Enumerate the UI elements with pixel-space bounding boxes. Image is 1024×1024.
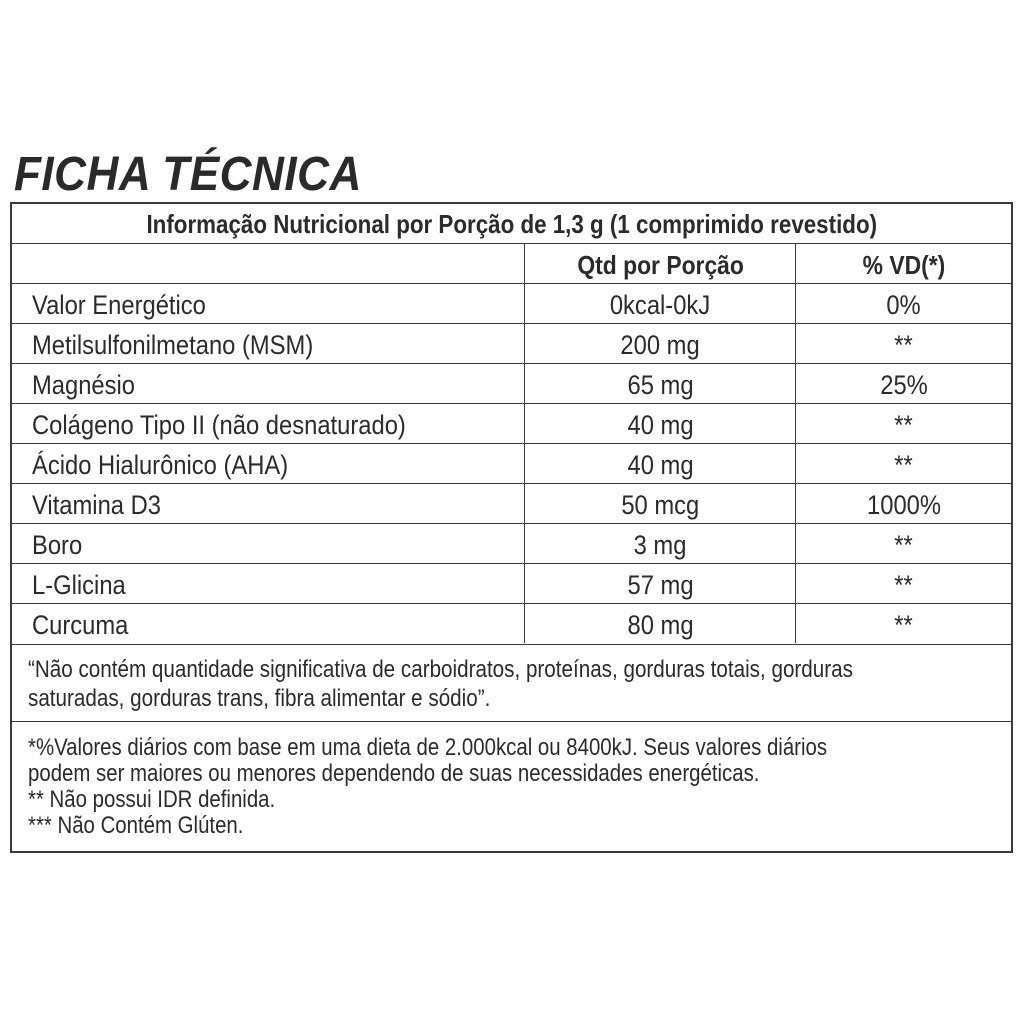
nutrient-name: Ácido Hialurônico (AHA): [32, 450, 289, 480]
nutrient-grid: [12, 244, 1011, 645]
table-row: [12, 324, 1011, 364]
nutrient-qty: 80 mg: [627, 610, 694, 640]
footnote-gluten-free: *** Não Contém Glúten.: [28, 812, 244, 839]
nutrient-qty: 57 mg: [627, 570, 694, 600]
column-header-name: [32, 244, 522, 284]
table-row: [12, 364, 1011, 404]
nutrient-vd: **: [894, 330, 914, 360]
footnote-daily-values: *%Valores diários com base em uma dieta de 2.000kcal ou 8400kJ. Seus valores diários: [28, 734, 828, 761]
table-row: [12, 284, 1011, 324]
nutrient-qty: 0kcal-0kJ: [610, 290, 711, 320]
table-row: [12, 524, 1011, 564]
nutrient-name: L-Glicina: [32, 570, 126, 600]
nutrient-name: Colágeno Tipo II (não desnaturado): [32, 410, 406, 440]
table-row: [12, 564, 1011, 604]
disclaimer-box: [12, 645, 1011, 722]
nutrient-qty: 40 mg: [627, 410, 694, 440]
nutrient-vd: **: [894, 610, 914, 640]
footnote-no-idr: ** Não possui IDR definida.: [28, 786, 276, 813]
footnote-daily-values-cont: podem ser maiores ou menores dependendo de suas necessidades energéticas.: [28, 760, 760, 787]
nutrient-vd: 1000%: [866, 490, 941, 520]
nutrient-qty: 65 mg: [627, 370, 694, 400]
footnotes-box: [12, 722, 1011, 851]
nutrient-vd: 25%: [880, 370, 928, 400]
nutrient-vd: **: [894, 450, 914, 480]
nutrient-vd: **: [894, 530, 914, 560]
footnotes: [28, 735, 989, 839]
nutrient-name: Metilsulfonilmetano (MSM): [32, 330, 314, 360]
table-row: [12, 404, 1011, 444]
table-row: [12, 444, 1011, 484]
nutrient-name: Boro: [32, 530, 83, 560]
nutrition-facts-table: [10, 202, 1013, 853]
nutrient-name: Magnésio: [32, 370, 136, 400]
table-caption-text: Informação Nutricional por Porção de 1,3 g (1 comprimido revestido): [146, 209, 877, 239]
nutrient-name: Valor Energético: [32, 290, 206, 320]
nutrient-qty: 40 mg: [627, 450, 694, 480]
column-header-qty: Qtd por Porção: [577, 250, 744, 280]
column-header-row: [12, 244, 1011, 284]
nutrient-vd: **: [894, 410, 914, 440]
nutrient-qty: 50 mcg: [621, 490, 700, 520]
nutrient-name: Vitamina D3: [32, 490, 161, 520]
table-row: [12, 604, 1011, 644]
disclaimer-text: “Não contém quantidade significativa de carboidratos, proteínas, gorduras totais, gorduras saturadas, gorduras trans, fibra alimentar e sódio”.: [28, 656, 853, 712]
nutrient-qty: 200 mg: [620, 330, 701, 360]
table-caption: [12, 204, 1011, 244]
nutrient-vd: 0%: [886, 290, 922, 320]
nutrient-qty: 3 mg: [634, 530, 687, 560]
nutrient-name: Curcuma: [32, 610, 129, 640]
page-title: FICHA TÉCNICA: [14, 148, 362, 201]
nutrient-vd: **: [894, 570, 914, 600]
column-header-vd: % VD(*): [862, 250, 946, 280]
table-row: [12, 484, 1011, 524]
